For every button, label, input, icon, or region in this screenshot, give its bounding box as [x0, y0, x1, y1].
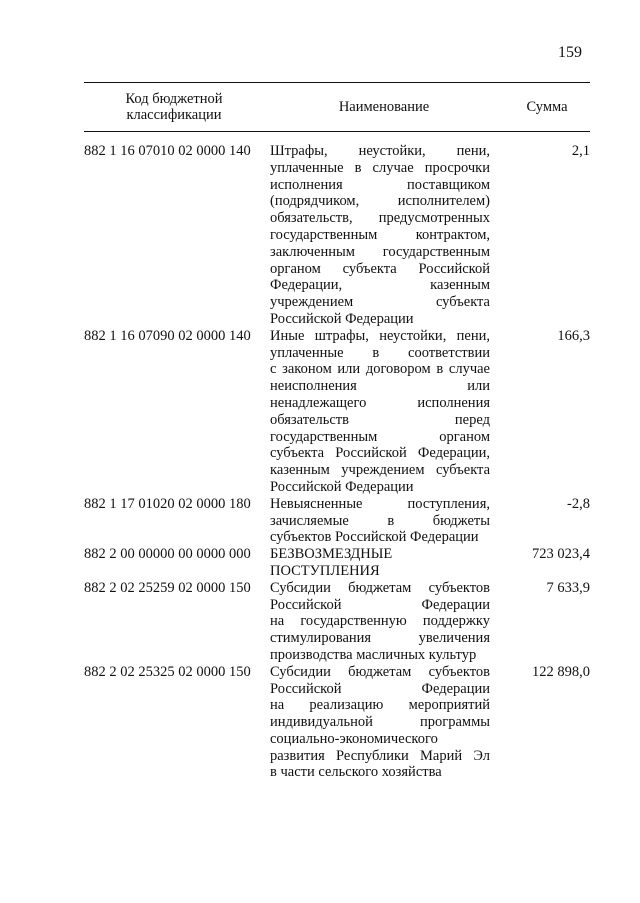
- name-cell: [270, 496, 490, 546]
- name-line: Российской Федерации: [270, 680, 490, 697]
- name-line: индивидуальной программы: [270, 714, 490, 731]
- table-row: [84, 664, 590, 782]
- table-row: [84, 546, 590, 580]
- name-line: обязательств, предусмотренных: [270, 210, 490, 227]
- name-line: неисполнения или: [270, 378, 490, 395]
- name-line: субъектов Российской Федерации: [270, 529, 479, 546]
- name-line: уплаченные в случае просрочки: [270, 159, 490, 176]
- name-line: социально-экономического: [270, 730, 438, 747]
- name-line: производства масличных культур: [270, 646, 477, 663]
- name-line: заключенным государственным: [270, 243, 490, 260]
- budget-code-cell: 882 2 02 25259 02 0000 150: [84, 579, 251, 596]
- table-row: [84, 580, 590, 664]
- name-line: Иные штрафы, неустойки, пени,: [270, 327, 490, 344]
- sum-cell: 166,3: [557, 327, 590, 344]
- name-line: Субсидии бюджетам субъектов: [270, 579, 490, 596]
- name-line: Субсидии бюджетам субъектов: [270, 663, 490, 680]
- name-line: Штрафы, неустойки, пени,: [270, 143, 490, 159]
- sum-cell: 7 633,9: [546, 579, 590, 596]
- sum-cell: 122 898,0: [532, 663, 590, 680]
- name-line: зачисляемые в бюджеты: [270, 512, 490, 529]
- name-cell: [270, 546, 490, 580]
- name-line: ПОСТУПЛЕНИЯ: [270, 562, 380, 579]
- name-cell: [270, 328, 490, 496]
- page-number: 159: [558, 44, 582, 61]
- name-line: Российской Федерации: [270, 478, 414, 495]
- header-name-column: Наименование: [338, 99, 430, 115]
- header-sum-column: Сумма: [526, 99, 568, 115]
- name-line: ненадлежащего исполнения: [270, 394, 490, 411]
- name-line: государственным органом: [270, 428, 490, 445]
- name-line: на реализацию мероприятий: [270, 697, 490, 714]
- budget-code-cell: 882 1 17 01020 02 0000 180: [84, 495, 251, 512]
- table-row: [84, 143, 590, 328]
- name-line: Невыясненные поступления,: [270, 495, 490, 512]
- name-line: стимулирования увеличения: [270, 630, 490, 647]
- name-cell: [270, 580, 490, 664]
- header-code-line1: Код бюджетной: [125, 91, 223, 107]
- name-line: государственным контрактом,: [270, 226, 490, 243]
- name-line: с законом или договором в случае: [270, 361, 490, 378]
- sum-cell: -2,8: [567, 495, 590, 512]
- name-line: на государственную поддержку: [270, 613, 490, 630]
- header-code-column: [84, 91, 264, 123]
- table-row: [84, 496, 590, 546]
- name-line: в части сельского хозяйства: [270, 764, 442, 781]
- name-line: развития Республики Марий Эл: [270, 747, 490, 764]
- table-header: [84, 82, 590, 132]
- name-line: Российской Федерации: [270, 596, 490, 613]
- name-line: исполнения поставщиком: [270, 176, 490, 193]
- name-line: уплаченные в соответствии: [270, 344, 490, 361]
- name-cell: [270, 143, 490, 328]
- name-line: субъекта Российской Федерации,: [270, 445, 490, 462]
- name-line: БЕЗВОЗМЕЗДНЫЕ: [270, 546, 393, 563]
- budget-code-cell: 882 1 16 07010 02 0000 140: [84, 143, 251, 159]
- name-line: Федерации, казенным: [270, 277, 490, 294]
- table-body: [84, 143, 590, 781]
- name-line: органом субъекта Российской: [270, 260, 490, 277]
- name-line: обязательств перед: [270, 411, 490, 428]
- budget-code-cell: 882 2 00 00000 00 0000 000: [84, 546, 251, 563]
- budget-code-cell: 882 2 02 25325 02 0000 150: [84, 663, 251, 680]
- budget-code-cell: 882 1 16 07090 02 0000 140: [84, 327, 251, 344]
- name-line: (подрядчиком, исполнителем): [270, 193, 490, 210]
- table-row: [84, 328, 590, 496]
- name-line: казенным учреждением субъекта: [270, 462, 490, 479]
- name-cell: [270, 664, 490, 782]
- name-line: Российской Федерации: [270, 310, 414, 327]
- sum-cell: 723 023,4: [532, 546, 590, 563]
- name-line: учреждением субъекта: [270, 294, 490, 311]
- header-code-line2: классификации: [126, 107, 222, 123]
- sum-cell: 2,1: [571, 143, 590, 159]
